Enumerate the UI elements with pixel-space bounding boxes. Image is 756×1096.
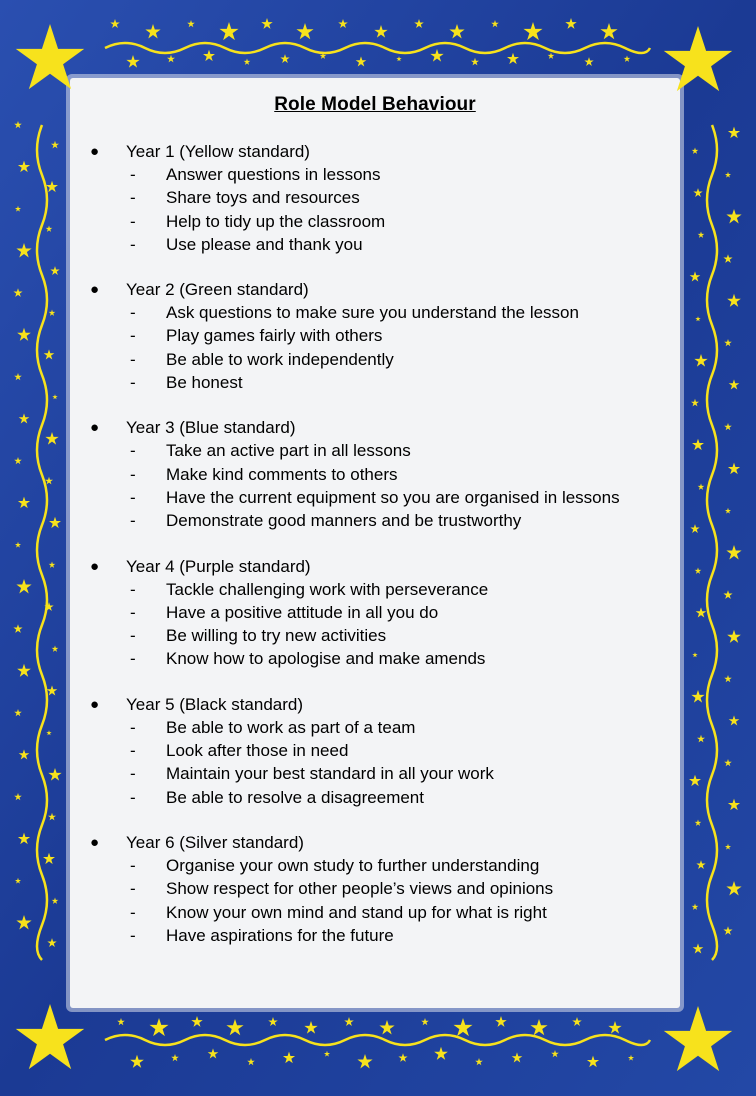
dash-marker: - (130, 511, 136, 531)
dash-marker: - (130, 717, 136, 737)
bullet-icon: ● (90, 695, 100, 713)
list-item-text: Have aspirations for the future (166, 925, 394, 945)
list-item-text: Tackle challenging work with perseverance (166, 579, 489, 599)
list-item-text: Make kind comments to others (166, 464, 398, 484)
list-item (70, 901, 680, 924)
year-heading: Year 3 (Blue standard) (126, 418, 296, 438)
dash-marker: - (130, 373, 136, 393)
dash-marker: - (130, 188, 136, 208)
list-item (70, 163, 680, 186)
list-item (70, 186, 680, 209)
list-item-text: Be willing to try new activities (166, 626, 387, 646)
list-item (70, 463, 680, 486)
list-item (70, 854, 680, 877)
dash-marker: - (130, 303, 136, 323)
list-item-text: Know how to apologise and make amends (166, 649, 486, 669)
list-item (70, 509, 680, 532)
dash-marker: - (130, 165, 136, 184)
bullet-icon: ● (90, 833, 100, 851)
list-item (70, 371, 680, 394)
year-heading: Year 5 (Black standard) (126, 694, 304, 714)
list-item-text: Show respect for other people’s views and opinions (166, 879, 554, 899)
year-section (70, 555, 680, 671)
list-item (70, 601, 680, 624)
list-item-text: Organise your own study to further understanding (166, 855, 540, 875)
year-heading-row (70, 278, 680, 301)
dash-marker: - (130, 764, 136, 784)
list-item-text: Take an active part in all lessons (166, 441, 411, 461)
list-item-text: Be honest (166, 373, 243, 393)
year-heading-row (70, 416, 680, 439)
bullet-icon: ● (90, 557, 100, 575)
year-heading: Year 4 (Purple standard) (126, 556, 311, 576)
dash-marker: - (130, 626, 136, 646)
list-item-text: Be able to work as part of a team (166, 717, 416, 737)
dash-marker: - (130, 602, 136, 622)
dash-marker: - (130, 441, 136, 461)
list-item-text: Ask questions to make sure you understand the lesson (166, 303, 579, 323)
list-item-text: Be able to work independently (166, 349, 394, 369)
bullet-icon: ● (90, 143, 100, 160)
dash-marker: - (130, 925, 136, 945)
year-heading-row (70, 831, 680, 854)
list-item (70, 877, 680, 900)
year-heading: Year 2 (Green standard) (126, 280, 309, 300)
list-item-text: Know your own mind and stand up for what is right (166, 902, 547, 922)
dash-marker: - (130, 326, 136, 346)
year-heading: Year 6 (Silver standard) (126, 832, 304, 852)
year-heading-row (70, 693, 680, 716)
year-section (70, 140, 680, 256)
dash-marker: - (130, 787, 136, 807)
list-item (70, 210, 680, 233)
list-item (70, 301, 680, 324)
dash-marker: - (130, 487, 136, 507)
dash-marker: - (130, 649, 136, 669)
list-item-text: Maintain your best standard in all your work (166, 764, 494, 784)
list-item (70, 716, 680, 739)
list-item-text: Help to tidy up the classroom (166, 211, 386, 231)
dash-marker: - (130, 579, 136, 599)
list-item (70, 762, 680, 785)
list-item (70, 348, 680, 371)
list-item (70, 739, 680, 762)
list-item-text: Answer questions in lessons (166, 165, 381, 184)
list-item-text: Use please and thank you (166, 234, 363, 254)
list-item-text: Share toys and resources (166, 188, 360, 208)
dash-marker: - (130, 211, 136, 231)
bullet-icon: ● (90, 281, 100, 299)
list-item (70, 439, 680, 462)
list-item (70, 233, 680, 256)
list-item-text: Look after those in need (166, 741, 349, 761)
page-title: Role Model Behaviour (274, 94, 476, 115)
list-item-text: Play games fairly with others (166, 326, 383, 346)
list-item (70, 786, 680, 809)
list-item (70, 624, 680, 647)
bullet-icon: ● (90, 419, 100, 437)
dash-marker: - (130, 349, 136, 369)
standards-list (70, 140, 680, 947)
list-item (70, 924, 680, 947)
year-heading-row (70, 555, 680, 578)
list-item (70, 486, 680, 509)
dash-marker: - (130, 464, 136, 484)
dash-marker: - (130, 902, 136, 922)
list-item-text: Have the current equipment so you are organised in lessons (166, 487, 620, 507)
list-item (70, 578, 680, 601)
list-item-text: Have a positive attitude in all you do (166, 602, 439, 622)
dash-marker: - (130, 741, 136, 761)
year-heading: Year 1 (Yellow standard) (126, 142, 310, 161)
list-item-text: Be able to resolve a disagreement (166, 787, 424, 807)
year-heading-row (70, 140, 680, 163)
list-item (70, 647, 680, 670)
year-section (70, 278, 680, 394)
year-section (70, 416, 680, 532)
dash-marker: - (130, 879, 136, 899)
list-item (70, 324, 680, 347)
year-section (70, 693, 680, 809)
dash-marker: - (130, 234, 136, 254)
dash-marker: - (130, 855, 136, 875)
content-area (70, 78, 680, 1008)
list-item-text: Demonstrate good manners and be trustworthy (166, 511, 522, 531)
year-section (70, 831, 680, 947)
